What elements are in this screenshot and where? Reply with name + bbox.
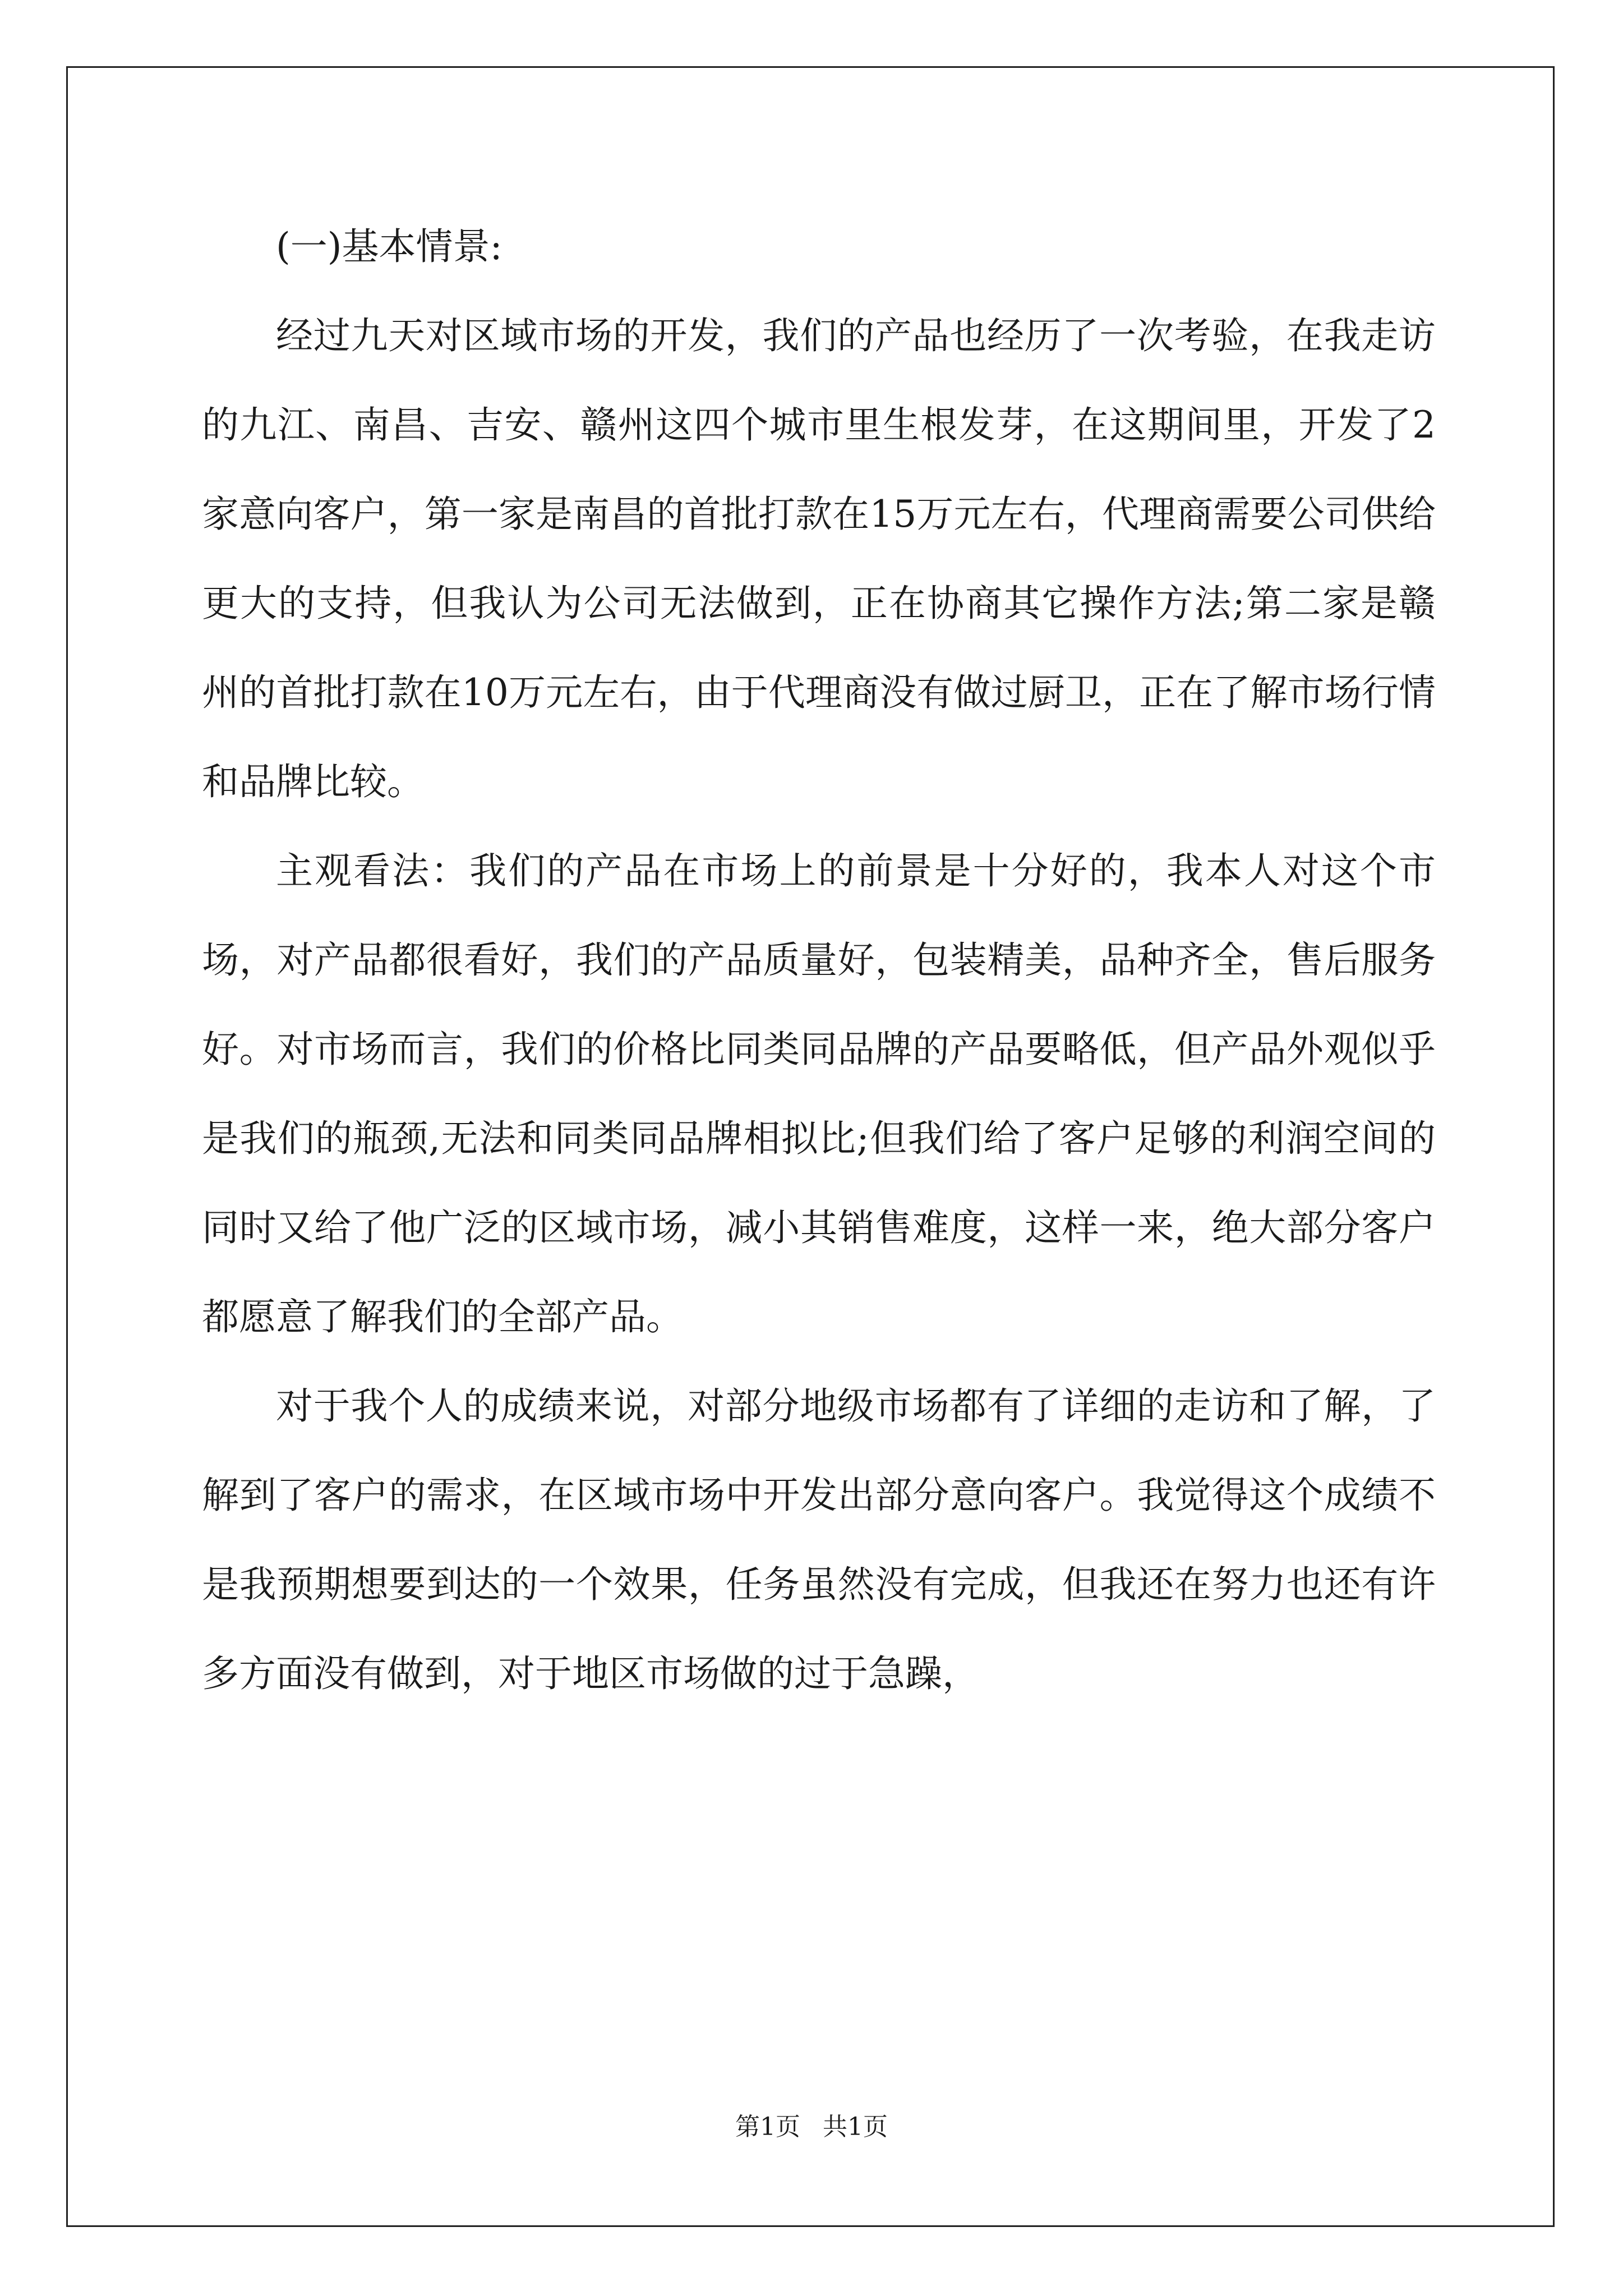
section-heading: (一)基本情景:: [276, 225, 502, 268]
page-footer: [0, 2106, 1623, 2142]
page-total: 共1页: [823, 2113, 888, 2141]
paragraph-subjective-view: 主观看法：我们的产品在市场上的前景是十分好的，我本人对这个市场，对产品都很看好，我们的产品质量好，包装精美，品种齐全，售后服务好。对市场而言，我们的价格比同类同品牌的产品要略低，但产品外观似乎是我们的瓶颈,无法和同类同品牌相拟比;但我们给了客户足够的利润空间的同时又给了他广泛的区域市场，减小其销售难度，这样一来，绝大部分客户都愿意了解我们的全部产品。: [202, 849, 1436, 1338]
page-number: 第1页: [735, 2113, 800, 2141]
document-body: [202, 202, 1436, 1718]
paragraph-basic-situation: 经过九天对区域市场的开发，我们的产品也经历了一次考验，在我走访的九江、南昌、吉安、赣州这四个城市里生根发芽，在这期间里，开发了2家意向客户，第一家是南昌的首批打款在15万元左右，代理商需要公司供给更大的支持，但我认为公司无法做到，正在协商其它操作方法;第二家是赣州的首批打款在10万元左右，由于代理商没有做过厨卫，正在了解市场行情和品牌比较。: [202, 314, 1436, 803]
paragraph-personal-performance: 对于我个人的成绩来说，对部分地级市场都有了详细的走访和了解，了解到了客户的需求，在区域市场中开发出部分意向客户。我觉得这个成绩不是我预期想要到达的一个效果，任务虽然没有完成，但我还在努力也还有许多方面没有做到，对于地区市场做的过于急躁，: [202, 1384, 1436, 1695]
